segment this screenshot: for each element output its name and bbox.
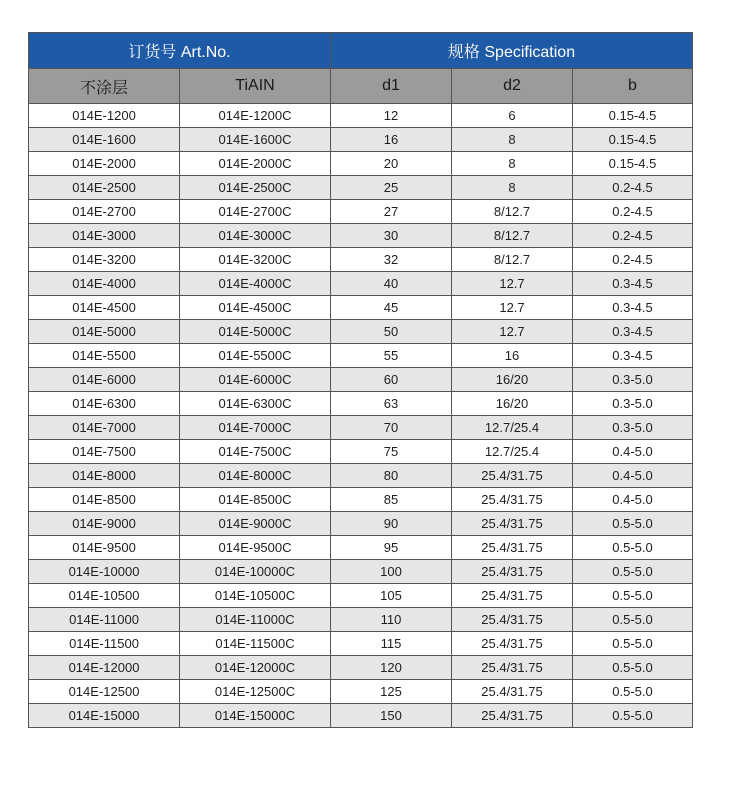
uncoated-art-no-cell: 014E-9000	[29, 512, 180, 536]
uncoated-art-no-cell: 014E-15000	[29, 704, 180, 728]
d1-cell: 85	[331, 488, 452, 512]
b-cell: 0.4-5.0	[573, 440, 693, 464]
d1-cell: 80	[331, 464, 452, 488]
table-row	[29, 680, 693, 704]
b-cell: 0.5-5.0	[573, 656, 693, 680]
uncoated-art-no-cell: 014E-9500	[29, 536, 180, 560]
table-row	[29, 296, 693, 320]
d1-cell: 70	[331, 416, 452, 440]
d1-cell: 16	[331, 128, 452, 152]
art-no-header: 订货号 Art.No.	[29, 33, 331, 69]
d2-cell: 25.4/31.75	[452, 536, 573, 560]
tiain-art-no-cell: 014E-2000C	[180, 152, 331, 176]
uncoated-art-no-cell: 014E-1200	[29, 104, 180, 128]
d1-cell: 75	[331, 440, 452, 464]
table-row	[29, 608, 693, 632]
d2-cell: 6	[452, 104, 573, 128]
specification-table	[28, 32, 693, 728]
tiain-art-no-cell: 014E-11500C	[180, 632, 331, 656]
tiain-art-no-cell: 014E-12500C	[180, 680, 331, 704]
d1-cell: 150	[331, 704, 452, 728]
uncoated-art-no-cell: 014E-1600	[29, 128, 180, 152]
b-cell: 0.2-4.5	[573, 176, 693, 200]
d1-cell: 63	[331, 392, 452, 416]
column-header-tiain: TiAIN	[180, 69, 331, 104]
table-row	[29, 416, 693, 440]
d2-cell: 12.7	[452, 320, 573, 344]
d2-cell: 25.4/31.75	[452, 608, 573, 632]
tiain-art-no-cell: 014E-5000C	[180, 320, 331, 344]
b-cell: 0.3-5.0	[573, 392, 693, 416]
b-cell: 0.3-5.0	[573, 416, 693, 440]
tiain-art-no-cell: 014E-7500C	[180, 440, 331, 464]
b-cell: 0.5-5.0	[573, 680, 693, 704]
uncoated-art-no-cell: 014E-2500	[29, 176, 180, 200]
column-header-d2: d2	[452, 69, 573, 104]
uncoated-art-no-cell: 014E-6300	[29, 392, 180, 416]
specification-header: 规格 Specification	[331, 33, 693, 69]
table-row	[29, 224, 693, 248]
d2-cell: 12.7/25.4	[452, 440, 573, 464]
d2-cell: 8	[452, 176, 573, 200]
table-row	[29, 488, 693, 512]
b-cell: 0.2-4.5	[573, 224, 693, 248]
uncoated-art-no-cell: 014E-3200	[29, 248, 180, 272]
d1-cell: 125	[331, 680, 452, 704]
table-row	[29, 128, 693, 152]
tiain-art-no-cell: 014E-9500C	[180, 536, 331, 560]
tiain-art-no-cell: 014E-4500C	[180, 296, 331, 320]
d1-cell: 110	[331, 608, 452, 632]
d2-cell: 25.4/31.75	[452, 560, 573, 584]
tiain-art-no-cell: 014E-6300C	[180, 392, 331, 416]
d1-cell: 55	[331, 344, 452, 368]
b-cell: 0.5-5.0	[573, 608, 693, 632]
d2-cell: 25.4/31.75	[452, 488, 573, 512]
uncoated-art-no-cell: 014E-6000	[29, 368, 180, 392]
table-row	[29, 272, 693, 296]
b-cell: 0.5-5.0	[573, 536, 693, 560]
d2-cell: 12.7	[452, 272, 573, 296]
b-cell: 0.15-4.5	[573, 128, 693, 152]
d2-cell: 12.7	[452, 296, 573, 320]
uncoated-art-no-cell: 014E-2700	[29, 200, 180, 224]
uncoated-art-no-cell: 014E-7500	[29, 440, 180, 464]
d1-cell: 50	[331, 320, 452, 344]
table-row	[29, 704, 693, 728]
uncoated-art-no-cell: 014E-10000	[29, 560, 180, 584]
column-header-b: b	[573, 69, 693, 104]
tiain-art-no-cell: 014E-9000C	[180, 512, 331, 536]
d2-cell: 8/12.7	[452, 248, 573, 272]
d2-cell: 25.4/31.75	[452, 584, 573, 608]
tiain-art-no-cell: 014E-7000C	[180, 416, 331, 440]
b-cell: 0.3-4.5	[573, 272, 693, 296]
d1-cell: 32	[331, 248, 452, 272]
column-header-uncoated: 不涂层	[29, 69, 180, 104]
column-header-row	[29, 69, 693, 104]
d2-cell: 12.7/25.4	[452, 416, 573, 440]
d2-cell: 8	[452, 128, 573, 152]
d2-cell: 16	[452, 344, 573, 368]
d2-cell: 25.4/31.75	[452, 656, 573, 680]
d1-cell: 45	[331, 296, 452, 320]
b-cell: 0.5-5.0	[573, 632, 693, 656]
table-row	[29, 152, 693, 176]
uncoated-art-no-cell: 014E-7000	[29, 416, 180, 440]
table-row	[29, 584, 693, 608]
d2-cell: 25.4/31.75	[452, 632, 573, 656]
table-row	[29, 512, 693, 536]
b-cell: 0.5-5.0	[573, 584, 693, 608]
d2-cell: 16/20	[452, 392, 573, 416]
table-row	[29, 344, 693, 368]
table-row	[29, 536, 693, 560]
b-cell: 0.2-4.5	[573, 200, 693, 224]
b-cell: 0.15-4.5	[573, 152, 693, 176]
uncoated-art-no-cell: 014E-10500	[29, 584, 180, 608]
uncoated-art-no-cell: 014E-12000	[29, 656, 180, 680]
d1-cell: 100	[331, 560, 452, 584]
table-row	[29, 656, 693, 680]
table-row	[29, 560, 693, 584]
table-row	[29, 464, 693, 488]
b-cell: 0.5-5.0	[573, 704, 693, 728]
b-cell: 0.15-4.5	[573, 104, 693, 128]
d1-cell: 20	[331, 152, 452, 176]
d2-cell: 25.4/31.75	[452, 704, 573, 728]
uncoated-art-no-cell: 014E-2000	[29, 152, 180, 176]
d1-cell: 12	[331, 104, 452, 128]
table-row	[29, 248, 693, 272]
table-row	[29, 392, 693, 416]
tiain-art-no-cell: 014E-3200C	[180, 248, 331, 272]
table-row	[29, 632, 693, 656]
table-row	[29, 320, 693, 344]
uncoated-art-no-cell: 014E-8500	[29, 488, 180, 512]
uncoated-art-no-cell: 014E-5500	[29, 344, 180, 368]
uncoated-art-no-cell: 014E-8000	[29, 464, 180, 488]
uncoated-art-no-cell: 014E-3000	[29, 224, 180, 248]
b-cell: 0.4-5.0	[573, 488, 693, 512]
uncoated-art-no-cell: 014E-11500	[29, 632, 180, 656]
tiain-art-no-cell: 014E-1600C	[180, 128, 331, 152]
tiain-art-no-cell: 014E-1200C	[180, 104, 331, 128]
tiain-art-no-cell: 014E-15000C	[180, 704, 331, 728]
tiain-art-no-cell: 014E-5500C	[180, 344, 331, 368]
d1-cell: 27	[331, 200, 452, 224]
table-body	[29, 104, 693, 728]
b-cell: 0.3-5.0	[573, 368, 693, 392]
d2-cell: 25.4/31.75	[452, 512, 573, 536]
d1-cell: 115	[331, 632, 452, 656]
d1-cell: 95	[331, 536, 452, 560]
d1-cell: 30	[331, 224, 452, 248]
tiain-art-no-cell: 014E-4000C	[180, 272, 331, 296]
uncoated-art-no-cell: 014E-11000	[29, 608, 180, 632]
b-cell: 0.3-4.5	[573, 296, 693, 320]
d1-cell: 60	[331, 368, 452, 392]
b-cell: 0.2-4.5	[573, 248, 693, 272]
table-row	[29, 440, 693, 464]
b-cell: 0.5-5.0	[573, 512, 693, 536]
d1-cell: 25	[331, 176, 452, 200]
b-cell: 0.4-5.0	[573, 464, 693, 488]
d2-cell: 16/20	[452, 368, 573, 392]
d2-cell: 8/12.7	[452, 224, 573, 248]
d1-cell: 105	[331, 584, 452, 608]
table-row	[29, 200, 693, 224]
d1-cell: 40	[331, 272, 452, 296]
uncoated-art-no-cell: 014E-5000	[29, 320, 180, 344]
uncoated-art-no-cell: 014E-12500	[29, 680, 180, 704]
d1-cell: 120	[331, 656, 452, 680]
uncoated-art-no-cell: 014E-4000	[29, 272, 180, 296]
d2-cell: 8/12.7	[452, 200, 573, 224]
tiain-art-no-cell: 014E-2700C	[180, 200, 331, 224]
tiain-art-no-cell: 014E-2500C	[180, 176, 331, 200]
tiain-art-no-cell: 014E-3000C	[180, 224, 331, 248]
tiain-art-no-cell: 014E-12000C	[180, 656, 331, 680]
column-header-d1: d1	[331, 69, 452, 104]
uncoated-art-no-cell: 014E-4500	[29, 296, 180, 320]
d2-cell: 8	[452, 152, 573, 176]
table-header	[29, 33, 693, 104]
d2-cell: 25.4/31.75	[452, 464, 573, 488]
tiain-art-no-cell: 014E-10500C	[180, 584, 331, 608]
b-cell: 0.5-5.0	[573, 560, 693, 584]
tiain-art-no-cell: 014E-6000C	[180, 368, 331, 392]
b-cell: 0.3-4.5	[573, 344, 693, 368]
table-row	[29, 176, 693, 200]
b-cell: 0.3-4.5	[573, 320, 693, 344]
d1-cell: 90	[331, 512, 452, 536]
table-row	[29, 368, 693, 392]
d2-cell: 25.4/31.75	[452, 680, 573, 704]
tiain-art-no-cell: 014E-8000C	[180, 464, 331, 488]
table-row	[29, 104, 693, 128]
tiain-art-no-cell: 014E-11000C	[180, 608, 331, 632]
tiain-art-no-cell: 014E-8500C	[180, 488, 331, 512]
group-header-row	[29, 33, 693, 69]
tiain-art-no-cell: 014E-10000C	[180, 560, 331, 584]
